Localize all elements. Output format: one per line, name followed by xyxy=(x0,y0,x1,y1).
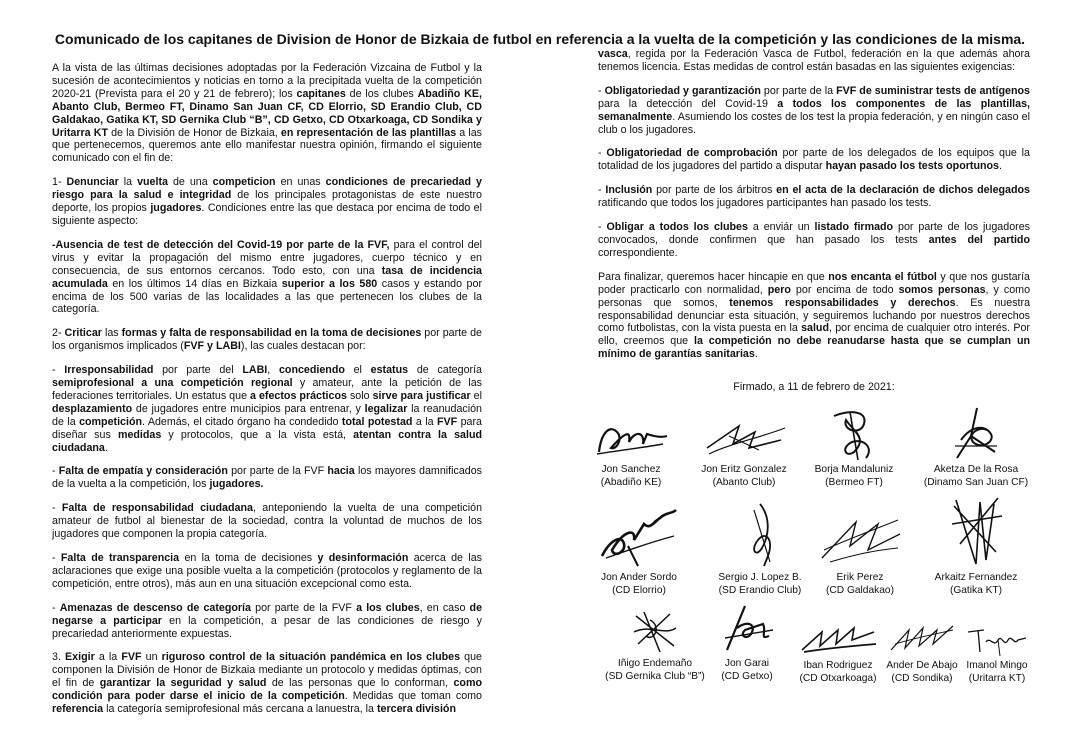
intro-paragraph: A la vista de las últimas decisiones adoptadas por la Federación Vizcaina de Futbol y la sucesión de acontecimientos y noticias en torno a la precipitada vuelta de la competición 2020-21 (Prevista para el 20 y 21 de febrero); los capitanes de los clubes Abadiño KE, Abanto Club, Bermeo FT, Dinamo San Juan CF, CD Elorrio, SD Erandio Club, CD Galdakao, Gatika KT, SD Gernika Club “B”, CD Getxo, CD Otxarkoaga, CD Sondika y Uritarra KT de la División de Honor de Bizkaia, en representación de las plantillas a las que pertenecemos, queremos ante ello manifestar nuestra opinión, firmando el siguiente comunicado con el fin de: xyxy=(52,62,483,165)
handwritten-signature xyxy=(740,500,780,570)
irresponsibility-paragraph: - Irresponsabilidad por parte del LABI, concediendo el estatus de categoría semiprofesional a una competición regional y amateur, ante la petición de las federaciones territoriales. Un estatus que a efectos prácticos solo sirve para justificar el desplazamiento de jugadores entre municipios para entrenar, y legalizar la reanudación de la competición. Además, el citado órgano ha condedido total potestad a la FVF para diseñar sus medidas y protocolos, que a la vista está, atentan contra la salud ciudadana. xyxy=(52,364,482,454)
signatory-club: (Dinamo San Juan CF) xyxy=(923,476,1029,488)
signatory-club: (CD Getxo) xyxy=(721,670,773,682)
signature-block xyxy=(880,618,964,685)
signatory-club: (CD Galdakao) xyxy=(826,584,894,596)
signature-block xyxy=(924,494,1028,597)
signatory-name: Imanol Mingo xyxy=(966,660,1028,671)
signature-block xyxy=(962,618,1032,685)
signatory-name: Jon Sanchez xyxy=(601,464,661,475)
inclusion-paragraph: - Inclusión por parte de los árbitros en el acta de la declaración de dichos delegados ratificando que todos los jugadores participantes han pasado los tests. xyxy=(598,184,1031,210)
signatory-name: Jon Eritz Gonzalez xyxy=(701,464,787,475)
signature-block xyxy=(584,500,694,597)
signature-block xyxy=(790,618,886,685)
document-title: Comunicado de los capitanes de Division de Honor de Bizkaia de futbol en referencia a la vuelta de la competición y las condiciones de la misma. xyxy=(54,31,1026,47)
handwritten-signature xyxy=(719,602,775,656)
signatory-name: Sergio J. Lopez B. xyxy=(718,572,802,583)
signed-list-paragraph: - Obligar a todos los clubes a enviár un listado firmado por parte de los jugadores convocados, donde confirmen que han pasado los tests antes del partido correspondiente. xyxy=(598,221,1030,259)
handwritten-signature xyxy=(630,606,680,656)
signatory-name: Jon Ander Sordo xyxy=(601,572,677,583)
relegation-threat-paragraph: - Amenazas de descenso de categoría por parte de la FVF a los clubes, en caso de negarse a participar en la competición, a pesar de las condiciones de riesgo y precariedad anteriormente expuestas. xyxy=(52,601,483,640)
transparency-paragraph: - Falta de transparencia en la toma de decisiones y desinformación acerca de las aclaraciones que exige una posible vuelta a la competición (protocolos y reglamento de la competición, entre otros), más aun en una situación excepcional como esta. xyxy=(52,552,483,590)
signatory-name: Iban Rodriguez xyxy=(803,660,873,671)
point-1-paragraph: 1- Denunciar la vuelta de una competicion en unas condiciones de precariedad y riesgo para la salud e integridad de los principales protagonistas de este nuestro deporte, los propios jugadores. Condiciones entre las que destaca por encima de todo el siguiente aspecto: xyxy=(52,176,482,227)
signatory-name: Erik Perez xyxy=(836,572,884,583)
signatory-club: (CD Elorrio) xyxy=(612,584,666,596)
handwritten-signature xyxy=(816,510,904,570)
signature-block xyxy=(706,500,814,597)
signature-block xyxy=(712,602,782,683)
civic-responsibility-paragraph: - Falta de responsabilidad ciudadana, anteponiendo la vuelta de una competición amateur de futbol al bienestar de la sociedad, contra la voluntad de muchos de los jugadores que componen la propia categoría. xyxy=(52,502,483,541)
point-2-paragraph: 2- Criticar las formas y falta de responsabilidad en la toma de decisiones por parte de los organismos implicados (FVF y LABI), las cuales destacan por: xyxy=(52,327,482,353)
handwritten-signature xyxy=(964,618,1030,658)
handwritten-signature xyxy=(946,494,1006,570)
signatory-name: Arkaitz Fernandez xyxy=(934,572,1018,583)
signatory-club: (Bermeo FT) xyxy=(825,476,883,488)
handwritten-signature xyxy=(699,414,789,462)
empathy-paragraph: - Falta de empatía y consideración por parte de la FVF hacia los mayores damnificados de la vuelta a la competición, los jugadores. xyxy=(52,465,483,491)
signatory-name: Ander De Abajo xyxy=(886,660,958,671)
signatory-club: (Uritarra KT) xyxy=(968,672,1026,684)
signatory-name: Jon Garai xyxy=(724,658,770,669)
signatory-club: (Gatika KT) xyxy=(949,584,1003,596)
handwritten-signature xyxy=(951,406,1001,462)
verification-paragraph: - Obligatoriedad de comprobación por parte de los delegados de los equipos que la totalidad de los jugadores del partido a disputar hayan pasado los tests oportunos. xyxy=(598,147,1031,173)
continuation-paragraph: vasca, regida por la Federación Vasca de Futbol, federación en la que además ahora tenemos licencia. Estas medidas de control están basadas en las siguientes exigencias: xyxy=(598,48,1030,73)
right-column xyxy=(598,48,1030,372)
closing-paragraph: Para finalizar, queremos hacer hincapie en que nos encanta el fútbol y que nos gustaría poder practicarlo con normalidad, pero por encima de todo somos personas, y como personas que somos, tenemos responsabilidades y derechos. Es nuestra responsabilidad denunciar esta situación, y seguiremos luchando por nuestros derechos como futbolistas, con la vista puesta en la salud, por encima de cualquier otro interés. Por ello, creemos que la competición no debe reanudarse hasta que se cumplan un mínimo de garantías sanitarias. xyxy=(598,270,1031,361)
signatory-club: (CD Otxarkoaga) xyxy=(799,672,877,684)
signatory-club: (SD Erandio Club) xyxy=(718,584,802,596)
signature-block xyxy=(690,414,798,489)
point-3-paragraph: 3. Exigir a la FVF un riguroso control de la situación pandémica en los clubes que componen la División de Honor de Bizkaia mediante un protocolo y medidas óptimas, con el fin de garantizar la seguridad y salud de las personas que lo conforman, como condición para poder darse el inicio de la competición. Medidas que toman como referencia la categoría semiprofesional más cercana a lanuestra, la tercera división xyxy=(52,651,482,716)
signatory-club: (Abanto Club) xyxy=(712,476,776,488)
signatory-name: Iñigo Endemaño xyxy=(617,658,693,669)
signature-block xyxy=(914,406,1038,489)
covid-test-paragraph: -Ausencia de test de detección del Covid-19 por parte de la FVF, para el control del virus y evitar la propagación del mismo entre jugadores, cuerpo técnico y en consecuencia, de sus entornos cercanos. Todo esto, con una tasa de incidencia acumulada en los últimos 14 días en Bizkaia superior a los 580 casos y estando por encima de los 500 varias de las localidades a las que pertenecen los clubes de la categoría. xyxy=(52,238,482,316)
signature-block xyxy=(812,510,908,597)
signature-block xyxy=(598,606,712,683)
handwritten-signature xyxy=(887,618,957,658)
signed-date: Firmado, a 11 de febrero de 2021: xyxy=(733,381,895,393)
antigen-tests-paragraph: - Obligatoriedad y garantización por parte de la FVF de suministrar tests de antígenos para la detección del Covid-19 a todos los componentes de las plantillas, semanalmente. Asumiendo los costes de los test la propia federación, y en ningún caso el club o los jugadores. xyxy=(598,84,1030,136)
signatory-club: (SD Gernika Club “B”) xyxy=(605,670,705,682)
signatory-name: Aketza De la Rosa xyxy=(933,464,1019,475)
signature-block xyxy=(586,414,676,489)
signatory-club: (CD Sondika) xyxy=(891,672,953,684)
signature-block xyxy=(804,408,904,489)
signatory-club: (Abadiño KE) xyxy=(600,476,662,488)
handwritten-signature xyxy=(824,408,884,462)
signatory-name: Borja Mandaluniz xyxy=(814,464,894,475)
handwritten-signature xyxy=(594,500,684,570)
left-column xyxy=(52,62,482,727)
handwritten-signature xyxy=(798,618,878,658)
handwritten-signature xyxy=(591,414,671,462)
